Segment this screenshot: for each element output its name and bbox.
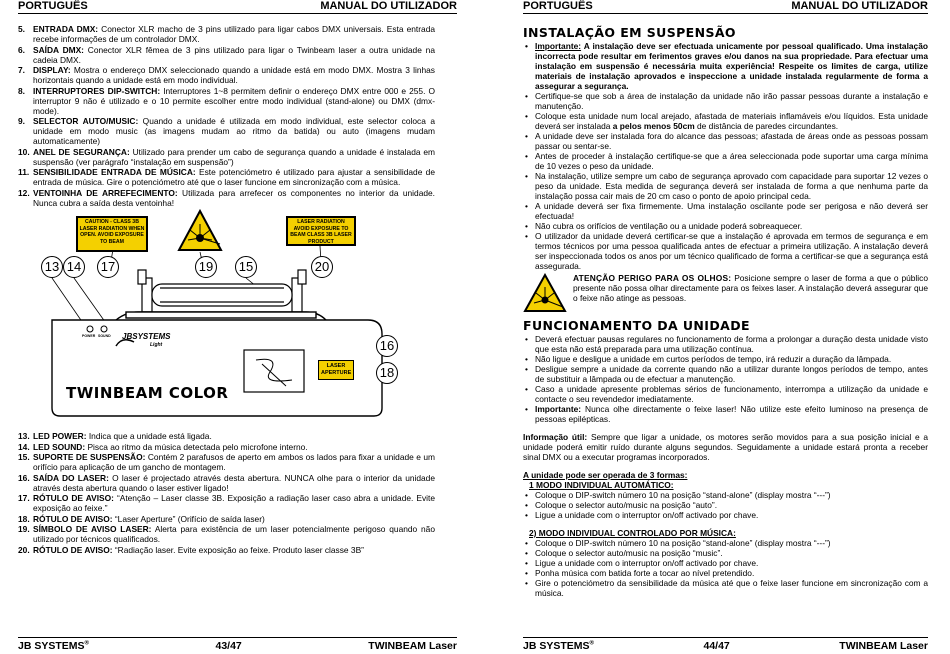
modes-title: A unidade pode ser operada de 3 formas: [523, 470, 688, 480]
laser-aperture-window [244, 350, 304, 392]
list-item [18, 442, 435, 452]
callout-15: 15 [235, 256, 257, 278]
item-text: LED POWER: Indica que a unidade está ligada. [33, 431, 212, 441]
brand-logo: JBSYSTEMS [122, 332, 171, 341]
callout-19: 19 [195, 256, 217, 278]
list-item [18, 86, 435, 116]
right-content [523, 25, 929, 598]
list-item: • Certifique-se que sob a área de instalação da unidade não irão passar pessoas durante a instalação e manutenção. [523, 91, 928, 111]
item-number: 14. [18, 441, 30, 452]
callout-18: 18 [376, 362, 398, 384]
list-item [18, 167, 435, 187]
list-item: • Coloque o selector auto/music na posição “music”. [523, 548, 928, 558]
install-list [523, 41, 928, 271]
list-item: • Deverá efectuar pausas regulares no funcionamento de forma a prolongar a duração desta unidade visto que esta não está preparada para uma utilização contínua. [523, 334, 928, 354]
item-number: 20. [18, 544, 30, 555]
item-text: ANEL DE SEGURANÇA: Utilizado para prender um cabo de segurança quando a unidade é instalada em suspensão (ver parágrafo “instalação em suspensão”) [33, 146, 435, 167]
item-number: 7. [18, 65, 25, 75]
list-item: • A unidade deverá ser fixa firmemente. Uma instalação oscilante pode ser perigosa e não deverá ser efectuada! [523, 201, 928, 221]
header-manual: MANUAL DO UTILIZADOR [791, 0, 928, 12]
list-item: • A unidade deve ser instalada fora do alcance das pessoas; afastada de áreas onde as pessoas possam passar ou sentar-se. [523, 131, 928, 151]
item-text: LED SOUND: Pisca ao ritmo da música detectada pelo microfone interno. [33, 441, 308, 452]
list-item: • Ligue a unidade com o interruptor on/off activado por chave. [523, 558, 928, 568]
item-number: 13. [18, 431, 30, 441]
item-number: 19. [18, 524, 30, 534]
footer-page-number: 44/47 [703, 640, 730, 652]
item-text: SAÍDA DMX: Conector XLR fêmea de 3 pins utilizado para ligar o Twinbeam laser a outra unidade na cadeia DMX. [33, 44, 435, 65]
item-number: 10. [18, 146, 30, 157]
mode2-title: 2) MODO INDIVIDUAL CONTROLADO POR MÚSICA: [529, 528, 736, 538]
callout-13: 13 [41, 256, 63, 278]
list-item: • Antes de proceder à instalação certifique-se que a área seleccionada pode suportar uma carga mínima de 10 vezes o peso da unidade. [523, 151, 928, 171]
laser-radiation-label [286, 216, 356, 246]
list-item: • Não ligue e desligue a unidade em curtos períodos de tempo, irá reduzir a duração da lâmpada. [523, 354, 928, 364]
callout-17: 17 [97, 256, 119, 278]
item-text: SUPORTE DE SUSPENSÃO: Contém 2 parafusos de aperto em ambos os lados para fixar a unidade e um orifício para aplicação de um gancho de montagem. [33, 452, 435, 472]
page-header [523, 0, 928, 14]
item-number: 11. [18, 167, 30, 177]
list-item: • O utilizador da unidade deverá certificar-se que a instalação é aprovada em termos de segurança e em termos técnicos por uma pessoa qualificada antes de efectuar a primeira utilização. A instalação deverá ser inspeccionada todos os anos por um técnico qualificado de forma a certificar-se que a segurança está assegurada. [523, 231, 928, 271]
footer-product: TWINBEAM Laser [368, 640, 457, 652]
list-item [18, 473, 435, 493]
list-item [18, 65, 435, 85]
list-item [18, 431, 435, 441]
list-item [18, 493, 435, 513]
item-number: 18. [18, 513, 30, 524]
item-text: INTERRUPTORES DIP-SWITCH: Interruptores 1~8 permitem definir o endereço DMX entre 000 e 255. O interruptor 9 não é utilizado e o 10 permite escolher entre modo individual (stand-alone) ou DMX (dmx-mode). [33, 85, 435, 116]
header-language: PORTUGUÊS [523, 0, 593, 12]
callout-14: 14 [63, 256, 85, 278]
list-item [18, 524, 435, 544]
page-right [475, 0, 950, 654]
item-text: RÓTULO DE AVISO: “Atenção – Laser classe 3B. Exposição a radiação laser caso abra a unidade. Evite exposição ao feixe.” [33, 493, 435, 513]
list-item: • Ponha música com batida forte a tocar ao nível pretendido. [523, 568, 928, 578]
list-item: • Coloque o DIP-switch número 10 na posição “stand-alone” (display mostra “---”) [523, 490, 928, 500]
item-number: 6. [18, 44, 25, 55]
footer-page-number: 43/47 [215, 640, 242, 652]
list-item [18, 545, 435, 555]
list-item: • Desligue sempre a unidade da corrente quando não a utilizar durante longos períodos de tempo, antes de substituir a lâmpada ou de efectuar a manutenção. [523, 364, 928, 384]
laser-warning-icon [523, 273, 567, 315]
list-item [18, 45, 435, 65]
product-name: TWINBEAM COLOR [66, 384, 229, 402]
section-title-operation: FUNCIONAMENTO DA UNIDADE [523, 318, 750, 333]
hanging-bracket [138, 270, 306, 312]
operation-list [523, 334, 928, 424]
footer-brand: JB SYSTEMS® [523, 640, 594, 652]
callout-20: 20 [311, 256, 333, 278]
item-text: SENSIBILIDADE ENTRADA DE MÚSICA: Este potenciómetro é utilizado para ajustar a sensibilidade de entrada de música. Gire o potenciómetro até que o laser funcione em sincronização com a música. [33, 167, 435, 187]
page-header [18, 0, 457, 14]
aperture-label: LASER APERTURE [318, 360, 354, 380]
list-item [18, 24, 435, 44]
section-title-install: INSTALAÇÃO EM SUSPENSÃO [523, 25, 736, 40]
list-item [18, 147, 435, 167]
install-important: • Importante: A instalação deve ser efectuada unicamente por pessoal qualificado. Uma instalação incorrecta pode resultar em ferimentos graves e/ou danos na sua propriedade. Para efectuar uma instalação em suspensão é necessária muita experiência! Respeite os limites de carga, utilize materiais de instalação aprovados e inspeccione a unidade instalada regularmente de forma a assegurar a segurança. [523, 41, 928, 91]
item-text: RÓTULO DE AVISO: “Laser Aperture” (Orifício de saída laser) [33, 513, 265, 524]
info-paragraph: Informação útil: Sempre que ligar a unidade, os motores serão movidos para a sua posição inicial e a unidade poderá emitir ruído durante alguns segundos. Seguidamente a unidade estará pronta a receber sinal DMX ou a executar programas incorporados. [523, 432, 928, 462]
footer-product: TWINBEAM Laser [839, 640, 928, 652]
header-manual: MANUAL DO UTILIZADOR [320, 0, 457, 12]
item-number: 8. [18, 85, 25, 96]
list-item: • Coloque esta unidade num local arejado, afastada de materiais inflamáveis e/ou líquidos. Esta unidade deverá ser instalada a pelos menos 50cm de distância de paredes circundantes. [523, 111, 928, 131]
item-text: ENTRADA DMX: Conector XLR macho de 3 pins utilizado para ligar cabos DMX universais. Esta entrada recebe informações de um controlador DMX. [33, 24, 436, 44]
callout-16: 16 [376, 335, 398, 357]
list-item [18, 514, 435, 524]
list-item: • Não cubra os orifícios de ventilação ou a unidade poderá sobreaquecer. [523, 221, 928, 231]
item-text: SÍMBOLO DE AVISO LASER: Alerta para existência de um laser potencialmente perigoso quando não utilizado por técnicos qualificados. [33, 524, 435, 544]
item-number: 12. [18, 187, 30, 198]
list-item [18, 188, 435, 208]
page-footer [523, 637, 928, 652]
list-item: • Gire o potenciómetro da sensibilidade da música até que o feixe laser funcione em sincronização com a música. [523, 578, 928, 598]
item-text: RÓTULO DE AVISO: “Radiação laser. Evite exposição ao feixe. Produto laser classe 3B” [33, 544, 364, 555]
item-number: 5. [18, 24, 25, 34]
list-item [18, 116, 435, 146]
item-number: 17. [18, 493, 30, 503]
item-text: DISPLAY: Mostra o endereço DMX seleccionado quando a unidade está em modo DMX. Mostra 3 linhas horizontais quando a unidade está em modo individual. [33, 65, 435, 85]
list-item: • Caso a unidade apresente problemas sérios de funcionamento, interrompa a utilização da unidade e contacte o seu revendedor imediatamente. [523, 384, 928, 404]
list-item: • Ligue a unidade com o interruptor on/off activado por chave. [523, 510, 928, 520]
list-item [18, 452, 435, 472]
eye-warning-text: ATENÇÃO PERIGO PARA OS OLHOS: Posicione sempre o laser de forma a que o público presente não possa olhar directamente para os feixes laser. A instalação deverá assegurar que o feixe não atinge as pessoas. [573, 273, 929, 303]
item-text: SAÍDA DO LASER: O laser é projectado através desta abertura. NUNCA olhe para o interior da unidade através desta abertura quando o laser estiver ligado! [33, 472, 436, 493]
items-list-top [18, 24, 435, 208]
item-number: 15. [18, 452, 30, 462]
item-text: SELECTOR AUTO/MUSIC: Quando a unidade é utilizada em modo individual, este selector coloca a unidade em modo music (as imagens mudam ao ritmo da batida) ou auto (imagens mudam automaticamente) [33, 116, 435, 146]
item-number: 9. [18, 116, 25, 126]
list-item: • Coloque o selector auto/music na posição “auto”. [523, 500, 928, 510]
laser-warning-triangle-icon [179, 211, 221, 250]
header-language: PORTUGUÊS [18, 0, 88, 12]
list-item: • Importante: Nunca olhe directamente o feixe laser! Não utilize este efeito luminoso na presença de pessoas epilépticas. [523, 404, 928, 424]
device-diagram [30, 208, 430, 434]
list-item: • Na instalação, utilize sempre um cabo de segurança aprovado com capacidade para suportar 12 vezes o peso da unidade. Esta medida de segurança deverá ser instalada de forma a que nenhuma parte da instalação possa cair mais de 20 cm caso o ponto de apoio principal ceda. [523, 171, 928, 201]
sound-led-label: SOUND [98, 334, 111, 338]
list-item: • Coloque o DIP-switch número 10 na posição “stand-alone” (display mostra “---”) [523, 538, 928, 548]
item-number: 16. [18, 472, 30, 483]
brand-sub: Light [150, 342, 163, 348]
caution-label [76, 216, 148, 252]
footer-brand: JB SYSTEMS® [18, 640, 89, 652]
mode1-list [523, 490, 928, 520]
power-led-label: POWER [82, 334, 96, 338]
eye-warning [523, 273, 928, 315]
caution-label-text: CAUTION - CLASS 3B LASER RADIATION WHEN OPEN. AVOID EXPOSURE TO BEAM [79, 219, 145, 249]
items-list-bottom [18, 431, 435, 555]
item-text: VENTOINHA DE ARREFECIMENTO: Utilizada para arrefecer os componentes no interior da unidade. Nunca cubra a saída desta ventoinha! [33, 187, 435, 208]
mode1-title: 1 MODO INDIVIDUAL AUTOMÁTICO: [529, 480, 674, 490]
mode2-list [523, 538, 928, 598]
page-footer [18, 637, 457, 652]
laser-radiation-label-text: LASER RADIATION AVOID EXPOSURE TO BEAM CLASS 3B LASER PRODUCT [290, 219, 352, 245]
